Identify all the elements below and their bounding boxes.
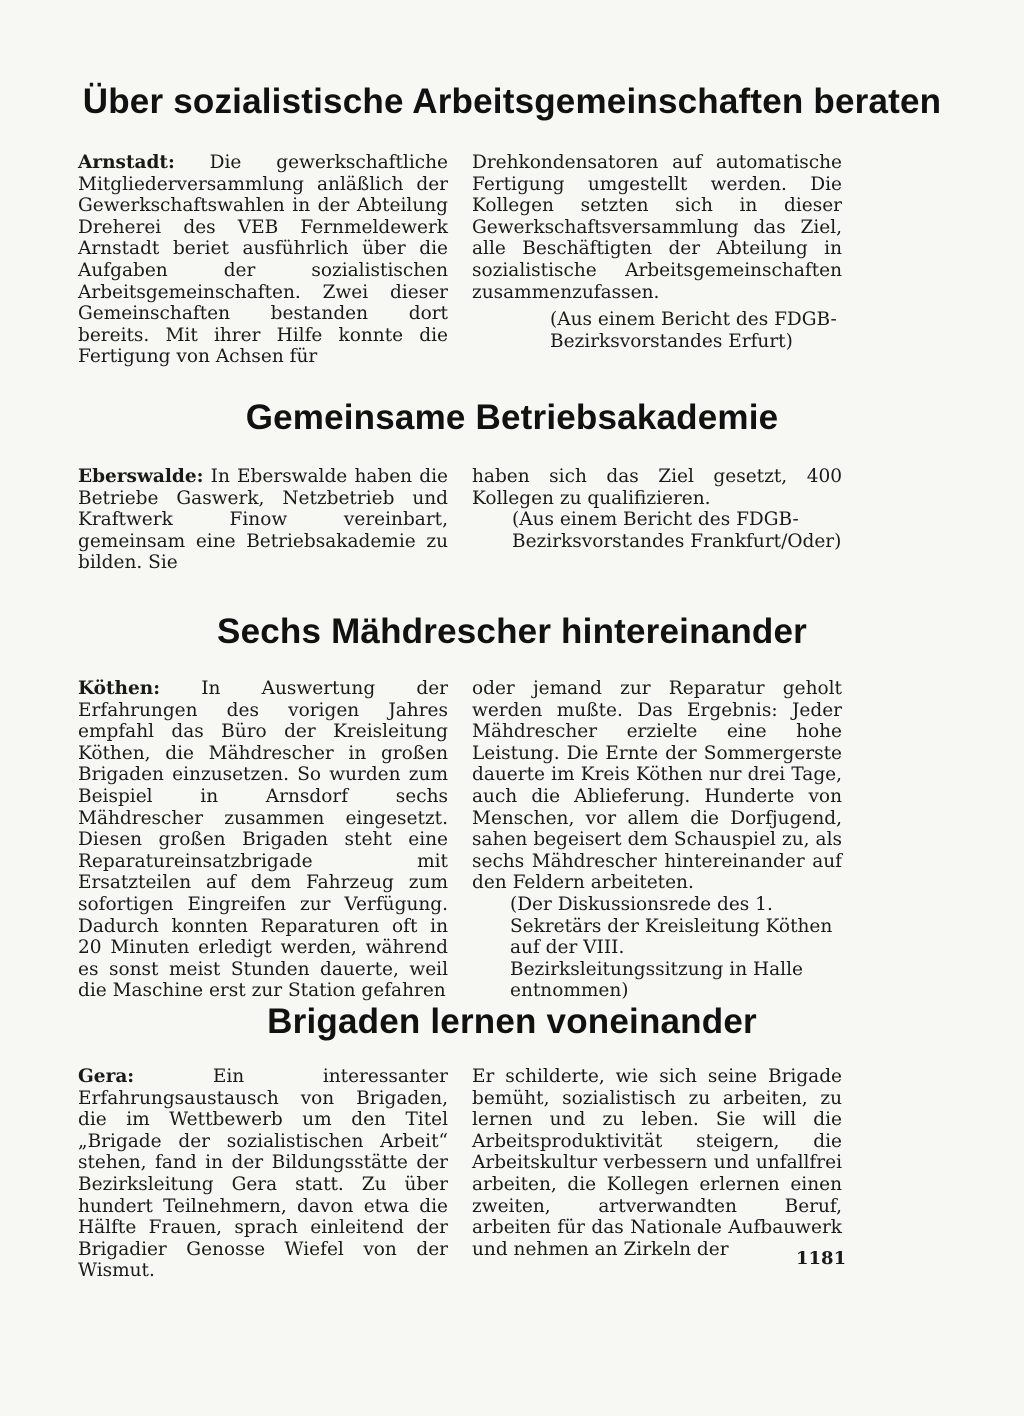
- article-3-left-column: [78, 678, 448, 1002]
- article-1-left-paragraph: [78, 152, 448, 368]
- page-number: 1181: [796, 1248, 847, 1269]
- headline-brigaden: Brigaden lernen voneinander: [267, 1002, 757, 1041]
- article-2-left-column: [78, 466, 448, 574]
- article-2-left-text: In Eberswalde haben die Betriebe Gaswerk, Netzbetrieb und Kraftwerk Finow vereinbart, gemeinsam eine Betriebsakademie zu bilden. Sie: [78, 466, 448, 574]
- article-4-left-text: Ein interessanter Erfahrungsaustausch von Brigaden, die im Wettbewerb um den Titel „Brigade der sozialistischen Arbeit“ stehen, fand in der Bildungsstätte der Bezirksleitung Gera statt. Zu über hundert Teilnehmern, davon etwa die Hälfte Frauen, sprach einleitend der Brigadier Genosse Wiefel von der Wismut.: [78, 1066, 448, 1282]
- article-3-left-paragraph: [78, 678, 448, 1002]
- article-2-right-text: haben sich das Ziel gesetzt, 400 Kollegen zu qualifizieren.: [472, 466, 842, 509]
- article-3-source: (Der Diskussionsrede des 1. Sekretärs der Kreisleitung Köthen auf der VIII. Bezirksleitungssitzung in Halle entnommen): [510, 893, 833, 1002]
- article-3-right-text: oder jemand zur Reparatur geholt werden mußte. Das Ergebnis: Jeder Mähdrescher erzielte eine hohe Leistung. Die Ernte der Sommergerste dauerte im Kreis Köthen nur drei Tage, auch die Ablieferung. Hunderte von Menschen, vor allem die Dorfjugend, sahen begeisert dem Schauspiel zu, als sechs Mähdrescher hintereinander auf den Feldern arbeiteten.: [472, 678, 842, 894]
- article-2-right-column: [472, 466, 842, 552]
- article-4-left-paragraph: [78, 1066, 448, 1282]
- article-1-place: Arnstadt:: [78, 152, 175, 173]
- article-4-left-column: [78, 1066, 448, 1282]
- headline-arbeitsgemeinschaften: Über sozialistische Arbeitsgemeinschaften beraten: [82, 82, 942, 121]
- headline-maehdrescher: Sechs Mähdrescher hintereinander: [217, 612, 807, 651]
- article-1-right-column: [472, 152, 842, 352]
- article-3-right-column: [472, 678, 842, 1002]
- article-1-source: (Aus einem Bericht des FDGB-Bezirksvorstandes Erfurt): [550, 309, 837, 352]
- article-4-right-column: [472, 1066, 842, 1260]
- article-3-left-text: In Auswertung der Erfahrungen des vorigen Jahres empfahl das Büro der Kreisleitung Köthen, die Mähdrescher in großen Brigaden einzusetzen. So wurden zum Beispiel in Arnsdorf sechs Mähdrescher zusammen eingesetzt. Diesen großen Brigaden steht eine Reparatureinsatzbrigade mit Ersatzteilen auf dem Fahrzeug zum sofortigen Eingreifen zur Verfügung. Dadurch konnten Reparaturen oft in 20 Minuten erledigt werden, während es sonst meist Stunden dauerte, weil die Maschine erst zur Station gefahren: [78, 678, 448, 1002]
- headline-betriebsakademie: Gemeinsame Betriebsakademie: [245, 398, 779, 437]
- article-3-place: Köthen:: [78, 678, 161, 699]
- article-1-left-column: [78, 152, 448, 368]
- article-1-right-text: Drehkondensatoren auf automatische Fertigung umgestellt werden. Die Kollegen setzten sich in dieser Gewerkschaftsversammlung das Ziel, alle Beschäftigten der Abteilung in sozialistische Arbeitsgemeinschaften zusammenzufassen.: [472, 152, 842, 303]
- article-1-left-text: Die gewerkschaftliche Mitgliederversammlung anläßlich der Gewerkschaftswahlen in der Abteilung Dreherei des VEB Fernmeldewerk Arnstadt beriet ausführlich über die Aufgaben der sozialistischen Arbeitsgemeinschaften. Zwei dieser Gemeinschaften bestanden dort bereits. Mit ihrer Hilfe konnte die Fertigung von Achsen für: [78, 152, 448, 368]
- article-2-left-paragraph: [78, 466, 448, 574]
- article-2-source: (Aus einem Bericht des FDGB-Bezirksvorstandes Frankfurt/Oder): [512, 509, 842, 552]
- article-4-right-text: Er schilderte, wie sich seine Brigade bemüht, sozialistisch zu arbeiten, zu lernen und zu leben. Sie will die Arbeitsproduktivität steigern, die Arbeitskultur verbessern und unfallfrei arbeiten, die Kollegen erlernen einen zweiten, artverwandten Beruf, arbeiten für das Nationale Aufbauwerk und nehmen an Zirkeln der: [472, 1066, 842, 1260]
- article-2-place: Eberswalde:: [78, 466, 204, 487]
- article-4-place: Gera:: [78, 1066, 135, 1087]
